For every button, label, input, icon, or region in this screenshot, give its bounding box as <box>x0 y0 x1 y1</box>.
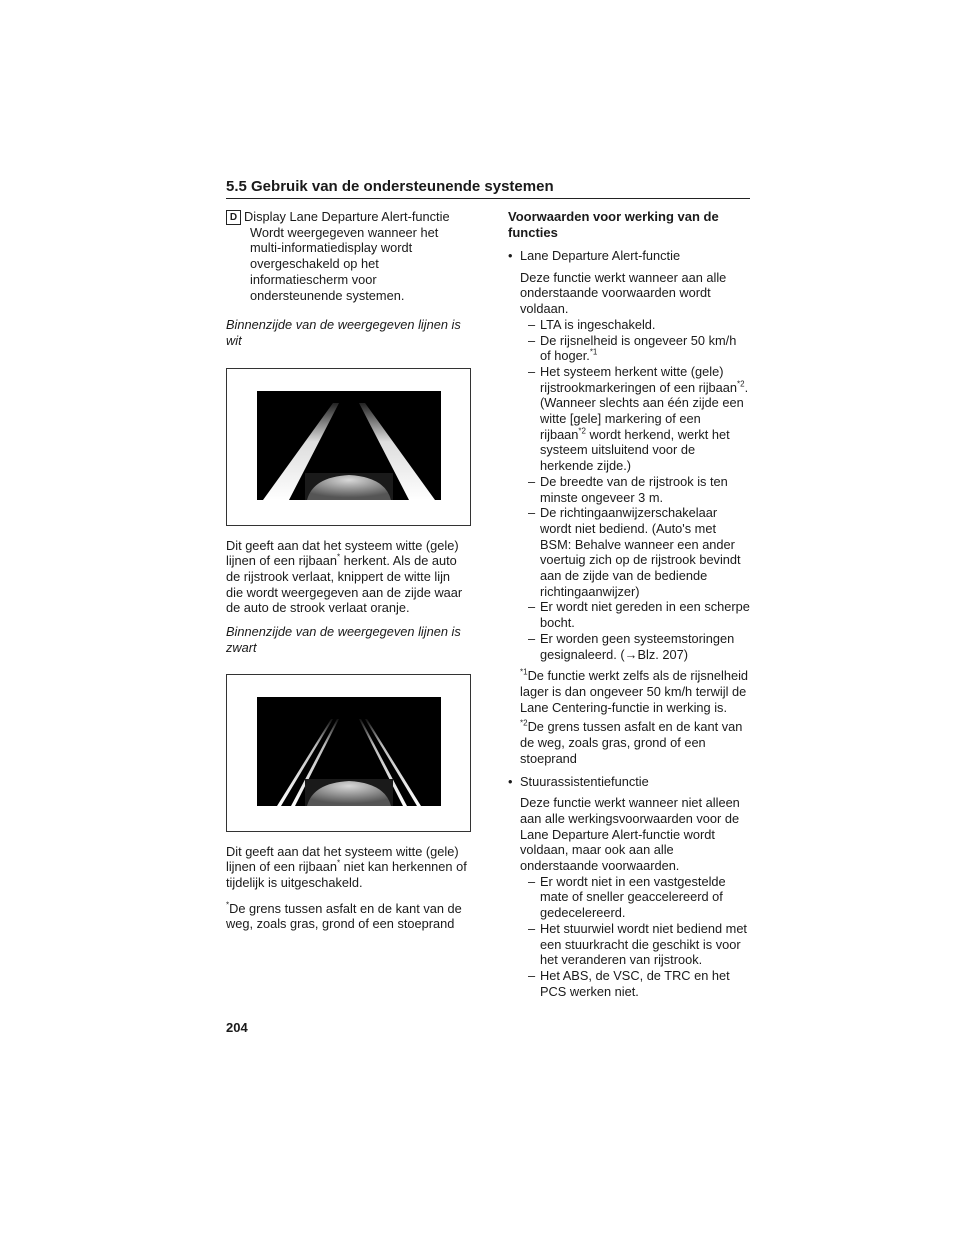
display-item-d <box>226 209 470 303</box>
display-title: Display Lane Departure Alert-functie <box>244 209 450 224</box>
condition-item: – Er wordt niet gereden in een scherpe bocht. <box>528 599 750 631</box>
caption-black-lines: Binnenzijde van de weergegeven lijnen is zwart <box>226 624 461 655</box>
condition-item: – Het systeem herkent witte (gele) rijstrookmarkeringen of een rijbaan$^{*2}$. (Wanneer slechts aan één zijde een witte [gele] markering of een rijbaan$^{*2}$ wordt herkend, werkt het systeem uitsluitend voor de herkende zijde.) <box>528 363 749 474</box>
condition-item: – LTA is ingeschakeld. <box>528 316 656 332</box>
display-description: Wordt weergegeven wanneer het multi-informatiedisplay wordt overgeschakeld op het informatiescherm voor ondersteunende systemen. <box>250 224 439 303</box>
condition-item: – Er wordt niet in een vastgestelde mate of sneller geaccelereerd of gedecelereerd. <box>528 873 726 921</box>
figure-white-lines <box>226 368 471 526</box>
caption-white-lines: Binnenzijde van de weergegeven lijnen is wit <box>226 317 461 348</box>
lane-illustration-black <box>257 697 441 806</box>
bullet-steering-assist: • Stuurassistentiefunctie Deze functie werkt wanneer niet alleen aan alle werkingsvoorwaarden voor de Lane Departure Alert-functie wordt voldaan, maar ook aan alle onderstaande voorwaarden. – Er wordt niet in een vastgestelde mate of sneller geaccelereerd of gedecelereerd. – Het stuurwiel wordt niet bediend met een stuurkracht die geschikt is voor het veranderen van rijstrook. – Het ABS, de VSC, de TRC en het PCS werken niet. <box>508 774 750 1000</box>
condition-item: – Het stuurwiel wordt niet bediend met een stuurkracht die geschikt is voor het veranderen van rijstrook. <box>528 920 747 968</box>
display-screen-white <box>257 391 441 500</box>
bullet-title-lane-departure: Lane Departure Alert-functie <box>520 248 681 263</box>
left-column <box>226 209 470 932</box>
bullet-intro-steering-assist: Deze functie werkt wanneer niet alleen aan alle werkingsvoorwaarden voor de Lane Departure Alert-functie wordt voldaan, maar ook aan alle onderstaande voorwaarden. <box>520 795 740 874</box>
section-header: 5.5 Gebruik van de ondersteunende systemen <box>226 178 750 199</box>
conditions-heading: Voorwaarden voor werking van de functies <box>508 209 719 240</box>
condition-item: – De breedte van de rijstrook is ten minste ongeveer 3 m. <box>528 473 728 505</box>
condition-item: – Er worden geen systeemstoringen gesignaleerd. (→Blz. 207) <box>528 630 735 662</box>
footnote-left: *De grens tussen asfalt en de kant van de weg, zoals gras, grond of een stoeprand <box>226 900 462 932</box>
lane-illustration-white <box>257 391 441 500</box>
paragraph-black-lines: Dit geeft aan dat het systeem witte (gele) lijnen of een rijbaan* niet kan herkennen of tijdelijk is uitgeschakeld. <box>226 843 467 890</box>
condition-item: – Het ABS, de VSC, de TRC en het PCS werken niet. <box>528 967 730 999</box>
bullet-intro-lane-departure: Deze functie werkt wanneer aan alle onderstaande voorwaarden wordt voldaan. <box>520 269 727 317</box>
footnote-1: $^{*1}$De functie werkt zelfs als de rijsnelheid lager is dan ongeveer 50 km/h terwijl de Lane Centering-functie in werking is. <box>520 668 749 715</box>
condition-item: – De rijsnelheid is ongeveer 50 km/h of hoger.$^{*1}$ <box>528 332 737 364</box>
display-screen-black <box>257 697 441 806</box>
page-number: 204 <box>226 1020 248 1035</box>
figure-black-lines <box>226 674 471 832</box>
footnote-2: $^{*2}$De grens tussen asfalt en de kant van de weg, zoals gras, grond of een stoeprand <box>520 719 743 766</box>
bullet-lane-departure: • Lane Departure Alert-functie Deze functie werkt wanneer aan alle onderstaande voorwaarden wordt voldaan. – LTA is ingeschakeld. – De rijsnelheid is ongeveer 50 km/h of hoger.$^{*1}$ – Het systeem herkent witte (gele) rijstrookmarkeringen of een rijbaan$^{*2}$. (Wanneer slechts aan één zijde een witte [gele] markering of een rijbaan$^{*2}$ wordt herkend, werkt het systeem uitsluitend voor de herkende zijde.) – De breedte van de rijstrook is ten minste ongeveer 3 m. – De richtingaanwijzerschakelaar wordt niet bediend. (Auto's met BSM: Behalve wanneer een ander voertuig zich op de rijstrook bevindt aan de zijde van de bediende richtingaanwijzer) – Er wordt niet gereden in een scherpe bocht. – Er worden geen systeemstoringen gesignaleerd. (→Blz. 207) $^{*1}$De functie werkt zelfs als de rijsnelheid lager is dan ongeveer 50 km/h terwijl de Lane Centering-functie in werking is. $^{*2}$De grens tussen asfalt en de kant van de weg, zoals gras, grond of een stoeprand <box>508 248 750 766</box>
bullet-title-steering-assist: Stuurassistentiefunctie <box>520 773 649 789</box>
condition-item: – De richtingaanwijzerschakelaar wordt niet bediend. (Auto's met BSM: Behalve wanneer een ander voertuig zich op de rijstrook bevindt aan de zijde van de bediende richtingaanwijzer) <box>528 505 741 599</box>
paragraph-white-lines: Dit geeft aan dat het systeem witte (gele) lijnen of een rijbaan* herkent. Als de auto de rijstrook verlaat, knippert de witte lijn die wordt weergegeven aan de zijde waar de auto de strook verlaat oranje. <box>226 537 463 616</box>
label-d-badge: D <box>226 210 241 225</box>
right-column <box>508 209 750 999</box>
